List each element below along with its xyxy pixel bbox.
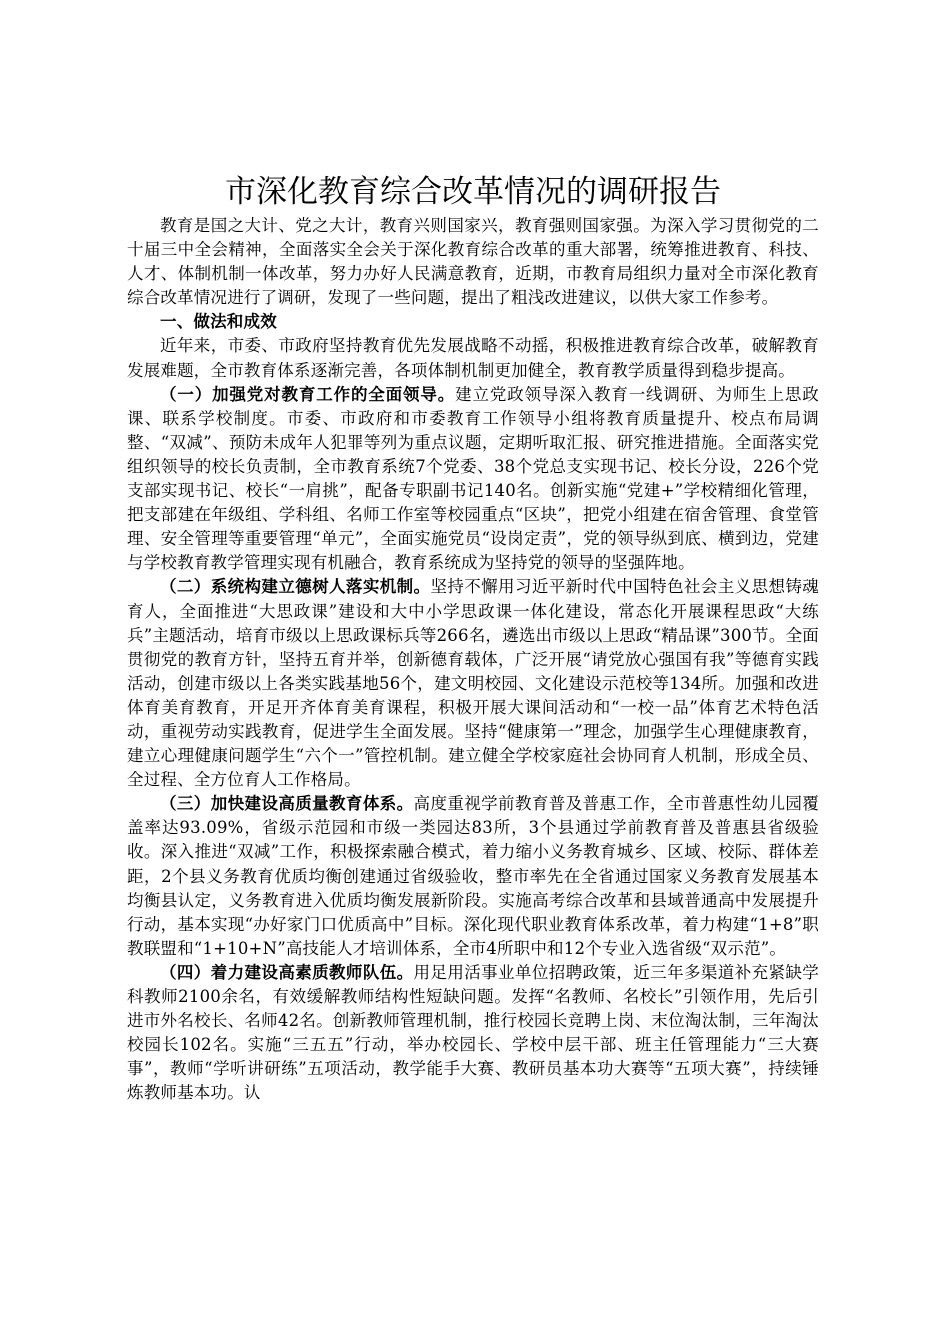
intro-paragraph: 教育是国之大计、党之大计，教育兴则国家兴，教育强则国家强。为深入学习贯彻党的二十届三中全会精神，全面落实全会关于深化教育综合改革的重大部署，统筹推进教育、科技、人才、体制机制一体改革，努力办好人民满意教育，近期，市教育局组织力量对全市深化教育综合改革情况进行了调研，发现了一些问题，提出了粗浅改进建议，以供大家工作参考。 [127, 216, 819, 308]
document-page [127, 170, 819, 1105]
item-text-2: 坚持不懈用习近平新时代中国特色社会主义思想铸魂育人，全面推进“大思政课”建设和大中小学思政课一体化建设，常态化开展课程思政“大练兵”主题活动，培育市级以上思政课标兵等266名，遴选出市级以上思政“精品课”300节。全面贯彻党的教育方针，坚持五育并举，创新德育载体，广泛开展“请党放心强国有我”等德育实践活动，创建市级以上各类实践基地56个，建文明校园、文化建设示范校等134所。加强和改进体育美育教育，开足开齐体育美育课程，积极开展大课间活动和“一校一品”体育艺术特色活动，重视劳动实践教育，促进学生全面发展。坚持“健康第一”理念，加强学生心理健康教育，建立心理健康问题学生“六个一”管控机制。建立健全学校家庭社会协同育人机制，形成全员、全过程、全方位育人工作格局。 [127, 577, 819, 790]
item-text-3: 高度重视学前教育普及普惠工作，全市普惠性幼儿园覆盖率达93.09%，省级示范园和市级一类园达83所，3个县通过学前教育普及普惠县省级验收。深入推进“双减”工作，积极探索融合模式，着力缩小义务教育城乡、区域、校际、群体差距，2个县义务教育优质均衡创建通过省级验收，整市率先在全省通过国家义务教育发展基本均衡县认定，义务教育进入优质均衡发展新阶段。实施高考综合改革和县域普通高中发展提升行动，基本实现“办好家门口优质高中”目标。深化现代职业教育体系改革，着力构建“1+8”职教联盟和“1+10+N”高技能人才培训体系，全市4所职中和12个专业入选省级“双示范”。 [127, 794, 819, 958]
item-paragraph-3 [127, 792, 819, 961]
item-lead-1: （一）加强党对教育工作的全面领导。 [160, 384, 456, 404]
section-intro-paragraph: 近年来，市委、市政府坚持教育优先发展战略不动摇，积极推进教育综合改革，破解教育发展难题，全市教育体系逐渐完善，各项体制机制更加健全，教育教学质量得到稳步提高。 [127, 336, 819, 380]
item-text-4: 用足用活事业单位招聘政策，近三年多渠道补充紧缺学科教师2100余名，有效缓解教师结构性短缺问题。发挥“名教师、名校长”引领作用，先后引进市外名校长、名师42名。创新教师管理机制，推行校园长竞聘上岗、末位淘汰制，三年淘汰校园长102名。实施“三五五”行动，举办校园长、学校中层干部、班主任管理能力“三大赛事”，教师“学听讲研练”五项活动，教学能手大赛、教研员基本功大赛等“五项大赛”，持续锤炼教师基本功。认 [127, 962, 819, 1103]
document-title: 市深化教育综合改革情况的调研报告 [225, 174, 721, 210]
section-heading-1: 一、做法和成效 [160, 312, 277, 332]
item-text-1: 建立党政领导深入教育一线调研、为师生上思政课、联系学校制度。市委、市政府和市委教育工作领导小组将教育质量提升、校点布局调整、“双减”、预防未成年人犯罪等列为重点议题，定期听取汇报、研究推进措施。全面落实党组织领导的校长负责制，全市教育系统7个党委、38个党总支实现书记、校长分设，226个党支部实现书记、校长“一肩挑”，配备专职副书记140名。创新实施“党建+”学校精细化管理，把支部建在年级组、学科组、名师工作室等校园重点“区块”，把党小组建在宿舍管理、食堂管理、安全管理等重要管理“单元”，全面实施党员“设岗定责”，党的领导纵到底、横到边，党建与学校教育教学管理实现有机融合，教育系统成为坚持党的领导的坚强阵地。 [127, 384, 819, 573]
item-lead-4: （四）着力建设高素质教师队伍。 [160, 962, 414, 982]
item-paragraph-1 [127, 383, 819, 576]
item-paragraph-2 [127, 575, 819, 792]
item-lead-2: （二）系统构建立德树人落实机制。 [160, 577, 431, 597]
item-paragraph-4 [127, 961, 819, 1106]
item-lead-3: （三）加快建设高质量教育体系。 [160, 794, 414, 814]
